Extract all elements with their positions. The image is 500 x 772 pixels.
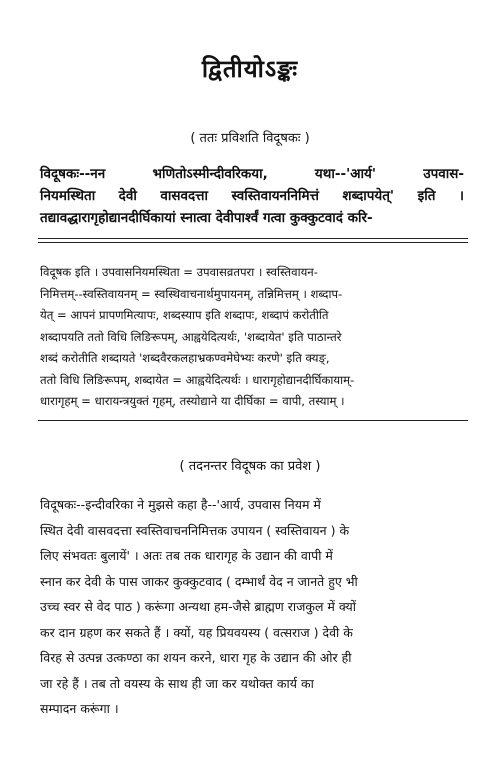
commentary-line: निमित्तम्--स्वस्तिवायनम् = स्वस्थिवाचनार्थमुपायनम्, तन्निमित्तम् । शब्दाप-	[40, 286, 343, 301]
hindi-line: उच्च स्वर से वेद पाठ ) करूंगा अन्यथा हम-जैसे ब्राह्मण राजकुल में क्यों	[40, 599, 357, 614]
commentary-line: धारागृहम् = धारायन्त्रयुक्तं गृहम्, तस्योद्याने या दीर्घिका = वापी, तस्याम् ।	[40, 394, 345, 408]
main-text-line: विदूषकः--नन भणितोऽस्मीन्दीवरिकया, यथा--'आर्य' उपवास-	[40, 166, 464, 182]
stage-direction-hindi: ( तदनन्तर विदूषक का प्रवेश )	[179, 459, 321, 474]
stage-direction-sanskrit: ( ततः प्रविशति विदूषकः )	[190, 131, 310, 146]
section-divider-top-inner	[38, 242, 468, 243]
main-text-line: नियमस्थिता देवी वासवदत्ता स्वस्तिवायननिमित्तं शब्दापयेत्' इति ।	[40, 188, 464, 204]
main-text-line: तद्यावद्धारागृहोद्यानदीर्घिकायां स्नात्वा देवीपार्श्वं गत्वा कुक्कुटवादं करि-	[40, 210, 373, 226]
hindi-line: स्थित देवी वासवदत्ता स्वस्तिवाचननिमित्तक उपायन ( स्वस्तिवायन ) के	[40, 522, 350, 538]
hindi-line: स्नान कर देवी के पास जाकर कुक्कुटवाद ( दम्भार्थं वेद न जानते हुए भी	[40, 573, 358, 589]
hindi-line: विरह से उत्पन्न उत्कण्ठा का शयन करने, धारा गृह के उद्यान की ओर ही	[40, 650, 352, 665]
commentary-line: शब्दापयति ततो विधि लिङिरूपम्, आह्वयेदित्यर्थः, 'शब्दायेत' इति पाठान्तरे	[40, 329, 342, 344]
hindi-line: सम्पादन करूंगा ।	[40, 701, 119, 716]
section-divider-top	[38, 238, 468, 239]
sanskrit-commentary	[40, 262, 464, 413]
commentary-line: शब्दं करोतीति शब्दायते 'शब्दवैरकलहाभ्रकण्वमेघेभ्यः करणे' इति क्यङ्,	[40, 351, 330, 365]
commentary-line: येत् = आपनं प्रापणमित्यापः, शब्दस्याप इति शब्दापः, शब्दापं करोतीति	[40, 308, 329, 322]
sanskrit-main-text	[40, 163, 464, 229]
section-divider-bottom	[38, 420, 468, 421]
commentary-line: विदूषक इति । उपवासनियमस्थिता = उपवासव्रतपरा । स्वस्तिवायन-	[40, 265, 318, 279]
hindi-line: जा रहे हैं । तब तो वयस्य के साथ ही जा कर यथोक्त कार्य का	[40, 675, 314, 691]
hindi-line: विदूषकः--इन्दीवरिका ने मुझसे कहा है--'आर्य, उपवास नियम में	[40, 497, 321, 512]
hindi-line: लिए संभवतः बुलायें' । अतः तब तक धारागृह के उद्यान की वापी में	[40, 548, 333, 563]
hindi-translation	[40, 492, 464, 722]
act-heading: द्वितीयोऽङ्कः	[201, 55, 299, 83]
commentary-line: ततो विधि लिङिरूपम्, शब्दायेत = आह्वयेदित्यर्थः । धारागृहोद्यानदीर्घिकायाम्-	[40, 372, 355, 387]
hindi-line: कर दान ग्रहण कर सकते हैं । क्यों, यह प्रियवयस्य ( वत्सराज ) देवी के	[40, 624, 353, 640]
